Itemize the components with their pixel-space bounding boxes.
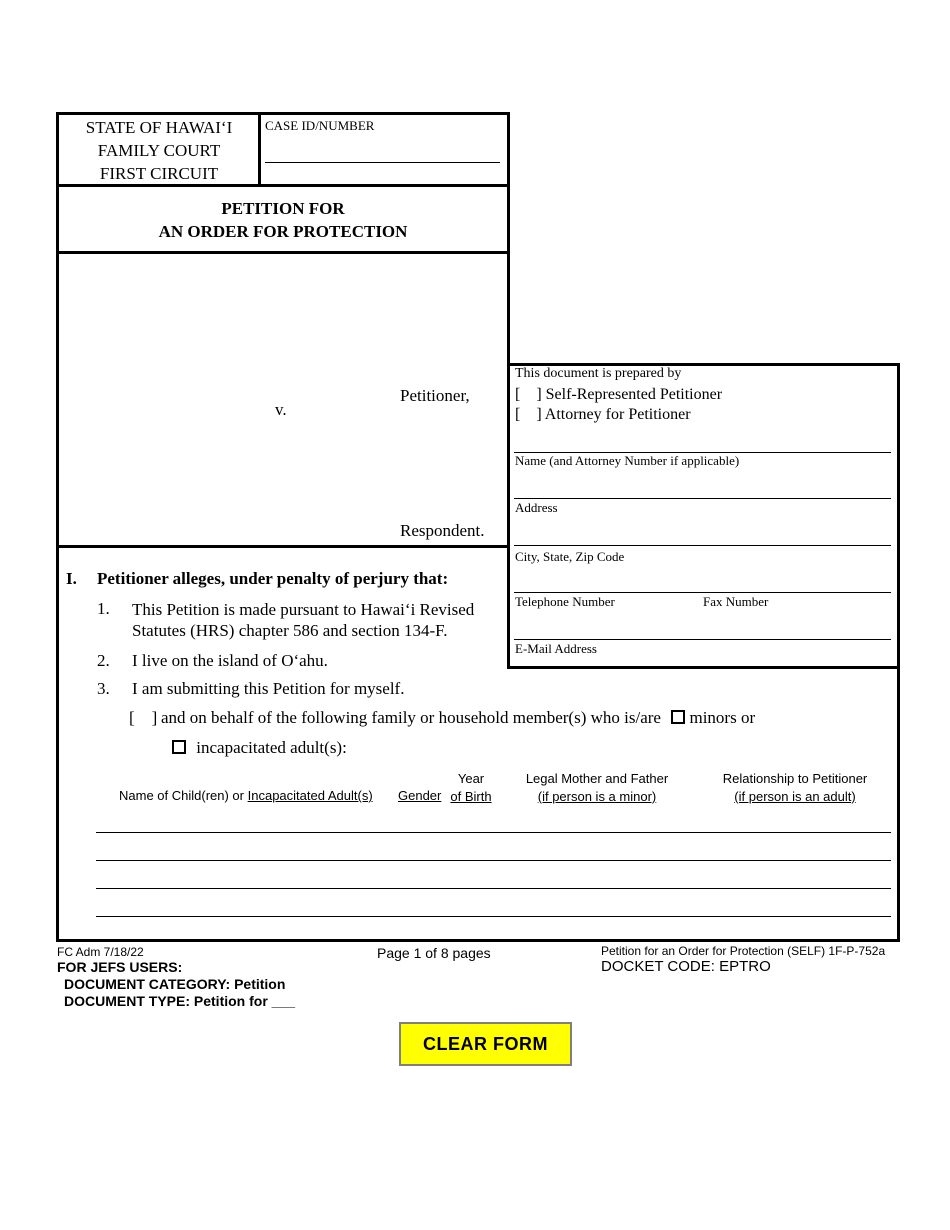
table-row[interactable]: [96, 888, 891, 889]
item-3-text: I am submitting this Petition for myself.: [132, 679, 405, 698]
self-represented-checkbox[interactable]: [ ]: [515, 386, 542, 403]
self-represented-label: Self-Represented Petitioner: [545, 386, 723, 403]
minors-checkbox[interactable]: [671, 710, 685, 724]
telephone-label: Telephone Number: [515, 594, 615, 609]
col-header-name: [119, 788, 373, 803]
incapacitated-row: [172, 738, 347, 758]
email-field[interactable]: [514, 639, 891, 640]
court-line-circuit: FIRST CIRCUIT: [99, 164, 219, 183]
fax-label: Fax Number: [703, 594, 769, 609]
table-row[interactable]: [96, 832, 891, 833]
item-3-number: 3.: [97, 679, 110, 698]
docket-code: DOCKET CODE: EPTRO: [601, 958, 771, 975]
telephone-fax-field[interactable]: [514, 592, 891, 593]
section-numeral: I.: [66, 569, 77, 588]
versus-label: v.: [275, 400, 287, 419]
item-2-text: I live on the island of O‘ahu.: [132, 651, 328, 670]
item-1-text: [132, 599, 474, 641]
item-1-number: 1.: [97, 599, 110, 618]
jefs-heading: FOR JEFS USERS:: [57, 959, 183, 975]
minors-label: minors or: [689, 708, 756, 727]
title-line-1: PETITION FOR: [221, 199, 345, 218]
email-label: E-Mail Address: [515, 641, 597, 656]
attorney-option[interactable]: [515, 406, 691, 424]
col-header-name-prefix: Name of Child(ren) or: [119, 788, 244, 803]
col-header-year-top: Year: [457, 771, 485, 786]
attorney-checkbox[interactable]: [ ]: [515, 406, 542, 423]
city-state-zip-field[interactable]: [514, 545, 891, 546]
col-header-relationship-top: Relationship to Petitioner: [722, 771, 868, 786]
item-2-number: 2.: [97, 651, 110, 670]
document-category: DOCUMENT CATEGORY: Petition: [64, 976, 286, 992]
col-header-name-underlined: Incapacitated Adult(s): [247, 788, 373, 803]
court-name: [59, 116, 259, 185]
col-header-year: [448, 770, 494, 806]
city-state-zip-label: City, State, Zip Code: [515, 549, 625, 564]
form-date: FC Adm 7/18/22: [57, 945, 144, 959]
incapacitated-label: incapacitated adult(s):: [196, 738, 347, 757]
page-number: Page 1 of 8 pages: [377, 945, 491, 961]
col-header-relationship: [710, 770, 880, 806]
col-header-gender: Gender: [398, 788, 442, 803]
title-line-2: AN ORDER FOR PROTECTION: [158, 222, 408, 241]
court-line-state: STATE OF HAWAI‘I: [85, 118, 233, 137]
col-header-parents-top: Legal Mother and Father: [525, 771, 669, 786]
prepared-by-heading: This document is prepared by: [515, 366, 682, 381]
section-heading: Petitioner alleges, under penalty of perjury that:: [97, 569, 449, 588]
table-row[interactable]: [96, 860, 891, 861]
name-label: Name (and Attorney Number if applicable): [515, 453, 740, 468]
table-row[interactable]: [96, 916, 891, 917]
address-field[interactable]: [514, 498, 891, 499]
col-header-parents-bottom: (if person is a minor): [537, 789, 657, 804]
self-represented-option[interactable]: [515, 386, 722, 404]
incapacitated-checkbox[interactable]: [172, 740, 186, 754]
item-1-line-1: This Petition is made pursuant to Hawai‘i Revised: [132, 600, 475, 619]
case-id-field[interactable]: [265, 162, 500, 163]
document-type: DOCUMENT TYPE: Petition for ___: [64, 993, 296, 1009]
document-title: [59, 197, 507, 243]
form-title: Petition for an Order for Protection (SELF) 1F-P-752a: [601, 944, 886, 958]
col-header-parents: [517, 770, 677, 806]
col-header-year-bottom: of Birth: [450, 789, 492, 804]
attorney-label: Attorney for Petitioner: [544, 406, 691, 423]
item-1-line-2: Statutes (HRS) chapter 586 and section 134-F.: [132, 621, 448, 640]
court-line-family: FAMILY COURT: [97, 141, 221, 160]
petitioner-label: Petitioner,: [400, 386, 470, 405]
behalf-text: and on behalf of the following family or household member(s) who is/are: [161, 708, 661, 727]
respondent-label: Respondent.: [400, 521, 485, 540]
clear-form-button[interactable]: CLEAR FORM: [399, 1022, 572, 1066]
address-label: Address: [515, 500, 558, 515]
behalf-checkbox[interactable]: [ ]: [129, 708, 158, 727]
case-id-label: CASE ID/NUMBER: [265, 118, 375, 133]
col-header-relationship-bottom: (if person is an adult): [734, 789, 856, 804]
behalf-row: [129, 708, 755, 728]
